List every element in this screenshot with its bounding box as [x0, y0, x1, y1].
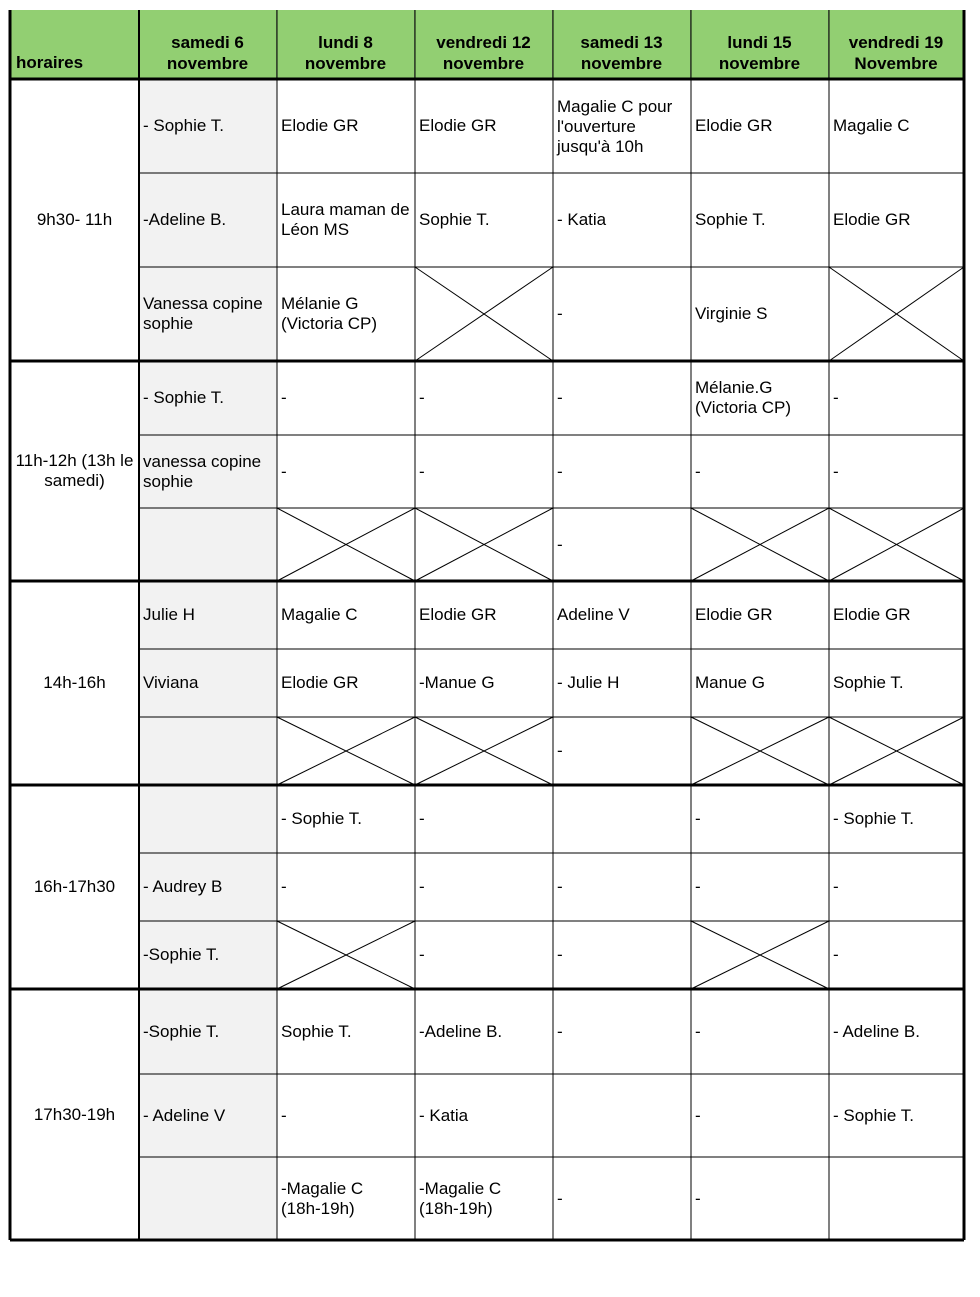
schedule-cell [277, 79, 415, 173]
schedule-cell [553, 921, 691, 989]
schedule-cell [553, 435, 691, 508]
schedule-cell-text: - [833, 945, 839, 964]
schedule-cell-text: - Sophie T. [281, 809, 362, 828]
schedule-cell-text: - Adeline V [143, 1105, 226, 1125]
header-day-5-text: vendredi 19 Novembre [848, 33, 944, 73]
schedule-cell [553, 649, 691, 717]
time-slot-4-text: 17h30-19h [33, 1104, 116, 1124]
schedule-cell-text: Elodie GR [833, 210, 911, 229]
schedule-cell-text: - [419, 877, 425, 896]
schedule-cell [415, 1074, 553, 1157]
header-day-2 [415, 10, 553, 79]
crossed-out-cell [829, 267, 964, 361]
schedule-cell-text: Laura maman de Léon MS [281, 200, 410, 239]
header-day-1 [277, 10, 415, 79]
schedule-cell-text: Elodie GR [419, 605, 497, 624]
crossed-out-cell [829, 508, 964, 581]
schedule-cell [829, 173, 964, 267]
schedule-cell [139, 853, 277, 921]
schedule-cell-text: Elodie GR [833, 605, 911, 624]
schedule-cell-text: Magalie C pour l'ouverture jusqu'à 10h [557, 97, 673, 156]
schedule-cell [277, 173, 415, 267]
header-horaires [10, 10, 139, 79]
schedule-cell [139, 921, 277, 989]
schedule-cell [553, 267, 691, 361]
schedule-cell [277, 267, 415, 361]
schedule-cell-text: Mélanie.G (Victoria CP) [695, 378, 792, 417]
schedule-cell [415, 361, 553, 435]
time-slot-2 [10, 581, 139, 785]
schedule-cell-text: - [281, 461, 287, 481]
schedule-cell [415, 921, 553, 989]
schedule-cell-text: Elodie GR [419, 116, 497, 135]
header-day-4 [691, 10, 829, 79]
schedule-cell-text: - Sophie T. [143, 116, 224, 135]
crossed-out-cell [415, 717, 553, 785]
schedule-cell [553, 361, 691, 435]
schedule-cell [415, 853, 553, 921]
schedule-cell [139, 435, 277, 508]
schedule-cell [553, 79, 691, 173]
schedule-cell [829, 581, 964, 649]
schedule-cell [691, 79, 829, 173]
schedule-cell-text: Sophie T. [695, 210, 766, 229]
schedule-cell [553, 581, 691, 649]
schedule-cell-text: - [695, 809, 701, 828]
schedule-cell [553, 853, 691, 921]
schedule-cell-text: - [695, 1188, 701, 1208]
schedule-cell [415, 79, 553, 173]
schedule-cell-text: -Magalie C (18h-19h) [281, 1178, 364, 1218]
schedule-cell [829, 853, 964, 921]
schedule-cell-text: - Sophie T. [143, 388, 224, 407]
schedule-cell-text: - [281, 388, 287, 407]
schedule-cell [691, 649, 829, 717]
schedule-cell [553, 989, 691, 1074]
schedule-cell-text: - [833, 877, 839, 896]
header-day-3-text: samedi 13 novembre [580, 33, 663, 73]
crossed-out-cell [691, 717, 829, 785]
schedule-cell-text: -Manue G [419, 673, 495, 692]
schedule-cell-text: Magalie C [281, 605, 358, 624]
schedule-cell-text: Vanessa copine sophie [143, 294, 263, 333]
schedule-cell [139, 785, 277, 853]
crossed-out-cell [829, 717, 964, 785]
schedule-cell [691, 989, 829, 1074]
header-horaires-text: horaires [16, 53, 84, 72]
schedule-cell-text: - [557, 388, 563, 407]
time-slot-1 [10, 361, 139, 581]
schedule-cell [415, 649, 553, 717]
schedule-cell [691, 785, 829, 853]
schedule-cell-text: - [695, 461, 701, 481]
schedule-cell [139, 361, 277, 435]
schedule-cell-text: -Sophie T. [143, 1021, 220, 1041]
schedule-cell-text: - [419, 945, 425, 964]
schedule-cell [829, 989, 964, 1074]
schedule-cell [691, 1157, 829, 1240]
schedule-cell-text: - [419, 461, 425, 481]
time-slot-4 [10, 989, 139, 1240]
schedule-cell [277, 1074, 415, 1157]
schedule-cell [139, 79, 277, 173]
schedule-cell-text: -Sophie T. [143, 945, 220, 964]
schedule-cell-text: - [695, 877, 701, 896]
schedule-cell-text: - [557, 877, 563, 896]
schedule-cell [277, 1157, 415, 1240]
schedule-cell-text: - [419, 388, 425, 407]
schedule-cell-text: - Sophie T. [833, 809, 914, 828]
schedule-cell-text: Adeline V [557, 605, 630, 624]
crossed-out-cell [691, 921, 829, 989]
schedule-cell-text: - Adeline B. [833, 1021, 920, 1041]
schedule-cell [139, 581, 277, 649]
time-slot-2-text: 14h-16h [43, 673, 106, 692]
schedule-cell [829, 1074, 964, 1157]
schedule-cell [415, 989, 553, 1074]
schedule-cell [553, 1157, 691, 1240]
schedule-cell-text: vanessa copine sophie [143, 451, 262, 491]
schedule-cell-text: Sophie T. [833, 673, 904, 692]
schedule-cell [829, 435, 964, 508]
schedule-cell [139, 508, 277, 581]
crossed-out-cell [277, 921, 415, 989]
schedule-cell-text: Viviana [143, 673, 199, 692]
schedule-cell [553, 785, 691, 853]
schedule-cell-text: Manue G [695, 673, 765, 692]
schedule-cell-text: - [281, 877, 287, 896]
schedule-cell [277, 361, 415, 435]
schedule-cell [829, 649, 964, 717]
schedule-cell-text: Elodie GR [281, 116, 359, 135]
schedule-cell [553, 717, 691, 785]
schedule-cell [139, 717, 277, 785]
schedule-cell [415, 435, 553, 508]
crossed-out-cell [415, 508, 553, 581]
schedule-cell [829, 79, 964, 173]
schedule-cell [829, 361, 964, 435]
schedule-cell-text: -Adeline B. [143, 210, 227, 229]
schedule-cell-text: - [557, 1188, 563, 1208]
header-day-1-text: lundi 8 novembre [304, 33, 387, 73]
schedule-cell-text: - Katia [419, 1105, 469, 1125]
schedule-cell-text: Elodie GR [695, 605, 773, 624]
crossed-out-cell [277, 508, 415, 581]
time-slot-1-text: 11h-12h (13h le samedi) [15, 451, 134, 490]
schedule-cell-text: Elodie GR [281, 673, 359, 692]
schedule-cell-text: - Katia [557, 210, 607, 229]
schedule-cell-text: - [557, 1021, 563, 1041]
schedule-cell-text: - [557, 945, 563, 964]
schedule-cell-text: - [557, 741, 563, 760]
schedule-cell [829, 785, 964, 853]
schedule-cell [415, 173, 553, 267]
schedule-cell-text: Sophie T. [281, 1021, 352, 1041]
schedule-cell [691, 853, 829, 921]
header-day-4-text: lundi 15 novembre [718, 33, 801, 73]
schedule-cell [691, 267, 829, 361]
schedule-cell-text: - [281, 1105, 287, 1125]
schedule-cell [691, 173, 829, 267]
schedule-cell-text: Virginie S [695, 304, 768, 323]
crossed-out-cell [277, 717, 415, 785]
schedule-cell [277, 785, 415, 853]
schedule-cell [139, 989, 277, 1074]
time-slot-3 [10, 785, 139, 989]
time-slot-0-text: 9h30- 11h [36, 210, 113, 229]
header-day-2-text: vendredi 12 novembre [436, 33, 531, 73]
schedule-cell-text: - [833, 388, 839, 407]
schedule-cell-text: - Julie H [557, 673, 620, 692]
schedule-cell-text: -Adeline B. [419, 1021, 503, 1041]
schedule-cell [553, 173, 691, 267]
header-day-0-text: samedi 6 novembre [166, 33, 249, 73]
schedule-cell-text: - [557, 461, 563, 481]
schedule-cell-text: Julie H [143, 605, 195, 624]
schedule-cell [277, 649, 415, 717]
schedule-cell [829, 1157, 964, 1240]
schedule-cell-text: Mélanie G (Victoria CP) [281, 294, 378, 333]
header-day-5 [829, 10, 964, 79]
schedule-cell [139, 1157, 277, 1240]
time-slot-0 [10, 79, 139, 361]
schedule-cell [691, 435, 829, 508]
header-day-3 [553, 10, 691, 79]
schedule-cell-text: - Sophie T. [833, 1105, 914, 1125]
schedule-cell [691, 1074, 829, 1157]
header-day-0 [139, 10, 277, 79]
crossed-out-cell [415, 267, 553, 361]
schedule-cell-text: - Audrey B [143, 877, 223, 896]
schedule-cell [277, 989, 415, 1074]
time-slot-3-text: 16h-17h30 [33, 877, 116, 896]
schedule-cell [691, 361, 829, 435]
crossed-out-cell [691, 508, 829, 581]
schedule-cell [139, 1074, 277, 1157]
schedule-cell-text: Elodie GR [695, 116, 773, 135]
schedule-cell [553, 1074, 691, 1157]
schedule-cell [415, 1157, 553, 1240]
schedule-cell-text: - [695, 1105, 701, 1125]
schedule-cell-text: - [695, 1021, 701, 1041]
schedule-cell-text: - [557, 534, 563, 554]
schedule-cell-text: Sophie T. [419, 210, 490, 229]
schedule-cell [139, 173, 277, 267]
schedule-cell [277, 581, 415, 649]
schedule-cell [415, 785, 553, 853]
schedule-cell [415, 581, 553, 649]
schedule-cell [139, 267, 277, 361]
schedule-cell-text: - [833, 461, 839, 481]
schedule-cell [553, 508, 691, 581]
schedule-cell-text: - [419, 809, 425, 828]
schedule-cell [277, 853, 415, 921]
schedule-cell-text: - [557, 304, 563, 323]
schedule-cell [691, 581, 829, 649]
schedule-cell-text: -Magalie C (18h-19h) [419, 1178, 502, 1218]
schedule-cell-text: Magalie C [833, 116, 910, 135]
schedule-cell [277, 435, 415, 508]
schedule-cell [829, 921, 964, 989]
schedule-cell [139, 649, 277, 717]
